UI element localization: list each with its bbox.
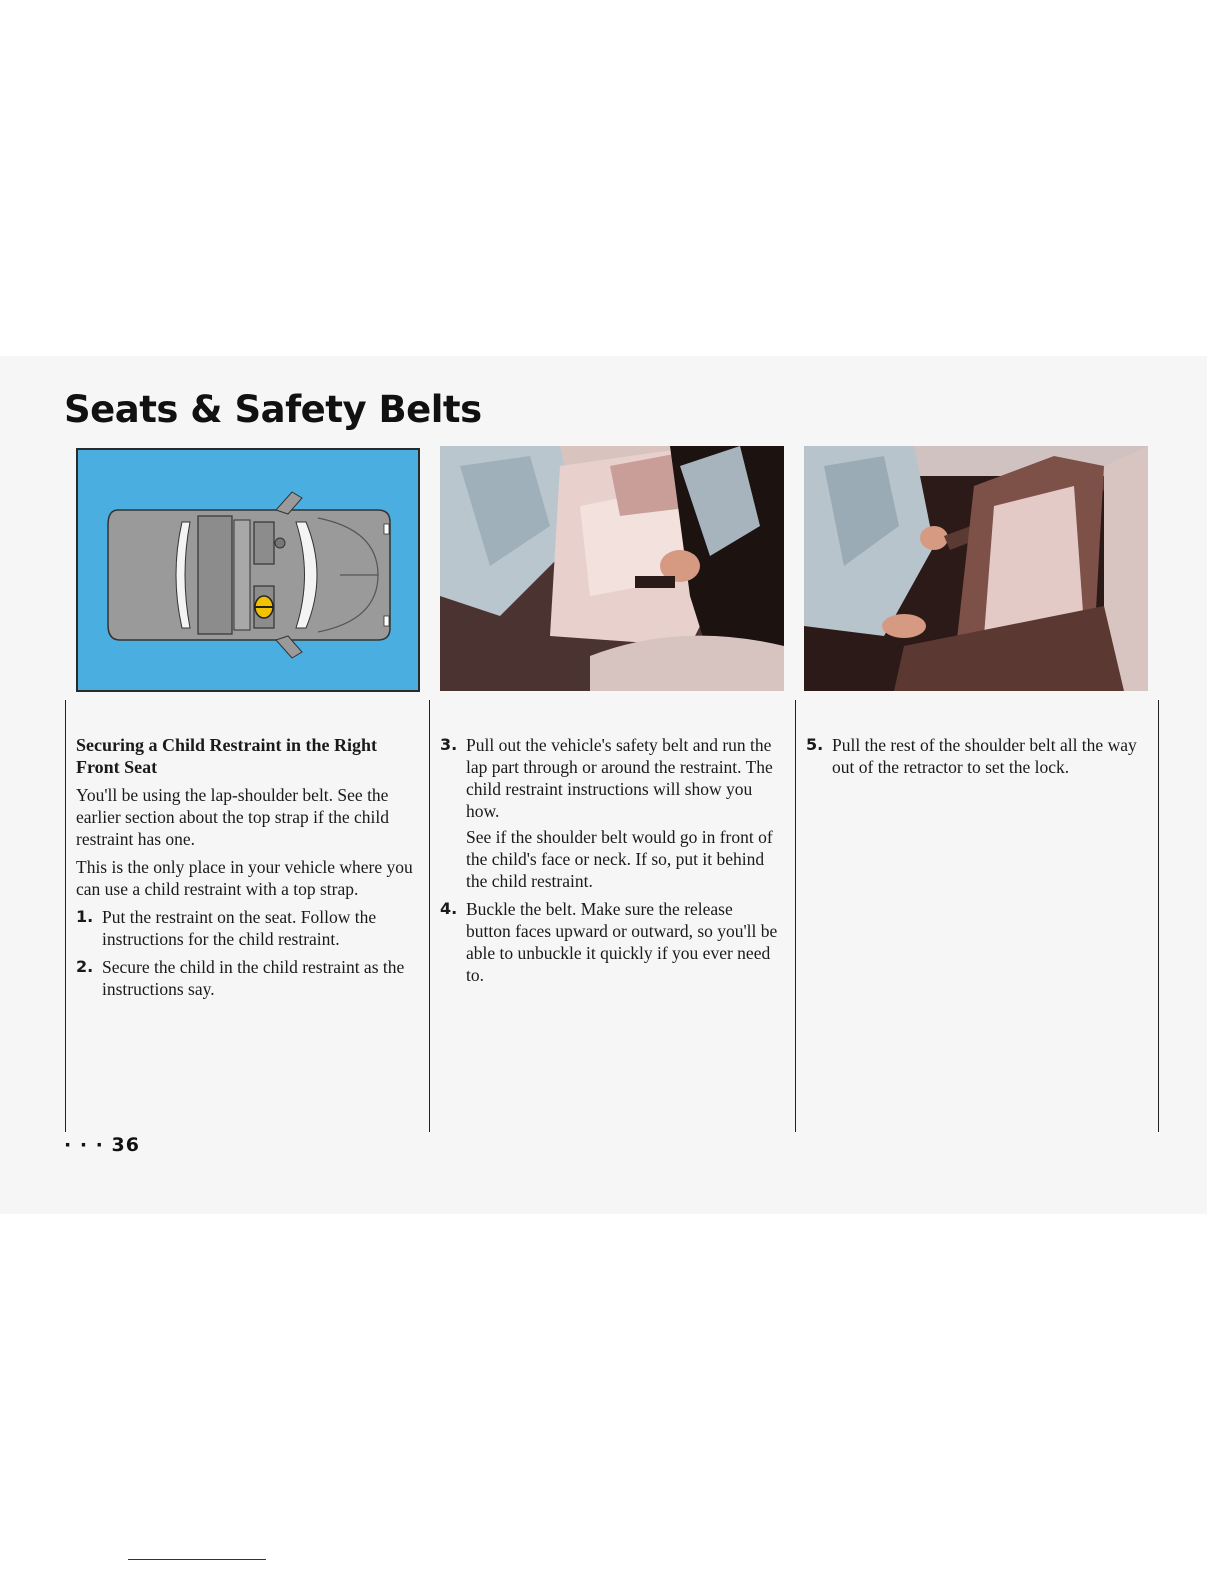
column-middle bbox=[440, 734, 780, 992]
column-rule-middle-right bbox=[795, 700, 796, 1132]
step-text: Buckle the belt. Make sure the release button faces upward or outward, so you'll be able to unbuckle it quickly if you ever need to. bbox=[466, 899, 778, 985]
footnote-rule bbox=[128, 1559, 266, 1560]
section-title: Seats & Safety Belts bbox=[64, 388, 482, 431]
step-2 bbox=[76, 956, 416, 1000]
step-note: See if the shoulder belt would go in front of the child's face or neck. If so, put it behind the child restraint. bbox=[466, 827, 773, 891]
vehicle-seating-diagram bbox=[76, 448, 420, 692]
step-number: 3. bbox=[440, 735, 458, 754]
step-text: Pull the rest of the shoulder belt all the way out of the retractor to set the lock. bbox=[832, 735, 1137, 777]
step-5 bbox=[806, 734, 1146, 778]
column-rule-right bbox=[1158, 700, 1159, 1132]
top-strap-paragraph: This is the only place in your vehicle where you can use a child restraint with a top strap. bbox=[76, 857, 413, 899]
step-1 bbox=[76, 906, 416, 950]
column-rule-middle-left bbox=[429, 700, 430, 1132]
illustration-pulling-shoulder-belt bbox=[804, 446, 1148, 691]
column-right bbox=[806, 734, 1146, 784]
step-3 bbox=[440, 734, 780, 892]
step-text: Put the restraint on the seat. Follow the instructions for the child restraint. bbox=[102, 907, 377, 949]
illustration-hands-buckling-seat bbox=[440, 446, 784, 691]
vehicle-top-view-illustration bbox=[78, 450, 418, 690]
intro-paragraph: You'll be using the lap-shoulder belt. See the earlier section about the top strap if the child restraint has one. bbox=[76, 785, 389, 849]
step-number: 2. bbox=[76, 957, 94, 976]
section-heading: Securing a Child Restraint in the Right Front Seat bbox=[76, 735, 378, 777]
page-number: · · · 36 bbox=[64, 1134, 140, 1156]
step-text: Secure the child in the child restraint as the instructions say. bbox=[102, 957, 405, 999]
column-left bbox=[76, 734, 416, 1006]
step-text: Pull out the vehicle's safety belt and run the lap part through or around the restraint. The child restraint instructions will show you how. bbox=[466, 735, 773, 821]
step-number: 4. bbox=[440, 899, 458, 918]
step-number: 1. bbox=[76, 907, 94, 926]
step-4 bbox=[440, 898, 780, 986]
column-rule-left bbox=[65, 700, 66, 1132]
photo-retractor-lock bbox=[804, 446, 1148, 691]
photo-routing-lap-belt bbox=[440, 446, 784, 691]
step-number: 5. bbox=[806, 735, 824, 754]
